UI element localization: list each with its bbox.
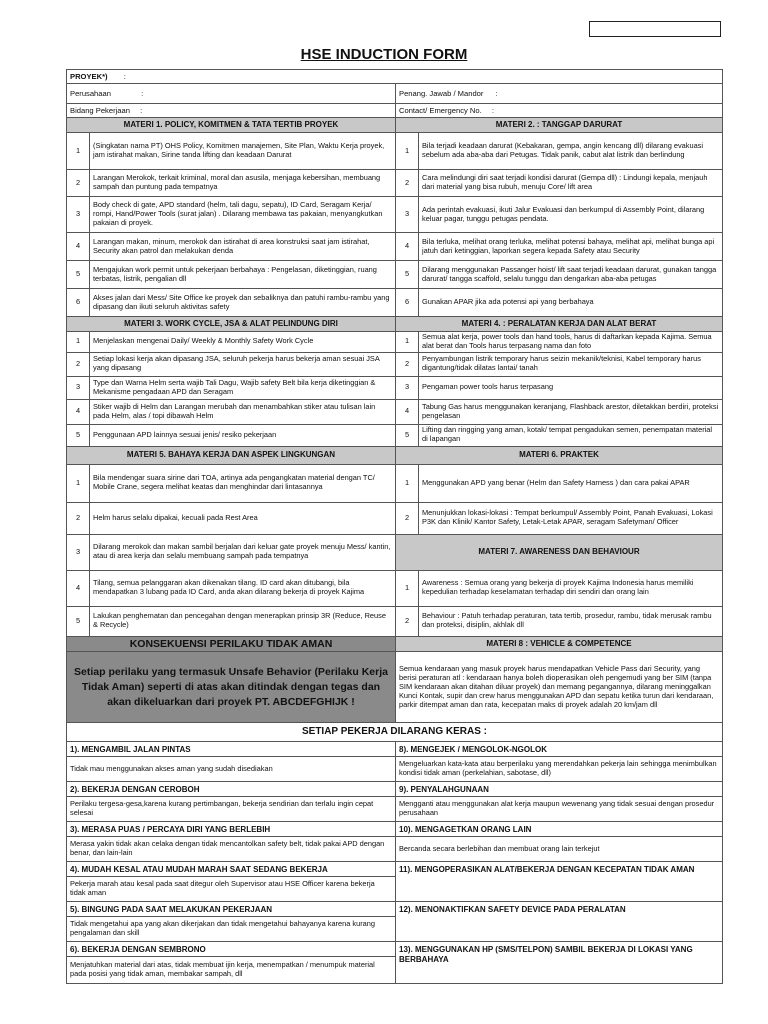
row-text: Cara melindungi diri saat terjadi kondisi darurat (Gempa dll) : Lindungi kepala, menjauh dari material yang bisa rubuh, menuju Core/ lift area: [419, 170, 723, 197]
form-title: HSE INDUCTION FORM: [300, 46, 468, 63]
larangan-item-desc: Tidak mengetahui apa yang akan dikerjakan dan tidak mengetahui bahayanya karena kurang pengalaman dan skill: [67, 917, 396, 942]
row-text: Larangan Merokok, terkait kriminal, moral dan asusila, menjaga kebersihan, membuang sampah dan puntung pada tempatnya: [90, 170, 396, 197]
contact-colon: :: [491, 105, 494, 115]
row-number: 1: [396, 464, 419, 502]
section1-header: [67, 118, 723, 133]
table-row: [67, 261, 723, 289]
table-row: [67, 197, 723, 233]
section2-header: [67, 317, 723, 332]
table-row: [67, 233, 723, 261]
table-row: [67, 352, 723, 376]
row-text: Tabung Gas harus menggunakan keranjang, Flashback arestor, diletakkan berdiri, proteksi pengelasan: [419, 399, 723, 424]
row-text: Bila terjadi keadaan darurat (Kebakaran, gempa, angin kencang dll) dilarang evakuasi sebelum ada aba-aba dari Petugas. Tidak panik, cabut alat listrik dan berlindung: [419, 133, 723, 170]
row-number: 1: [396, 332, 419, 353]
larangan-item-desc: Mengeluarkan kata-kata atau berperilaku yang merendahkan pekerja lain sehingga menimbulkan kondisi tidak aman (perkelahian, sabotase, dll): [396, 757, 723, 782]
row-text: Helm harus selalu dipakai, kecuali pada Rest Area: [90, 502, 396, 534]
table-row: [67, 464, 723, 502]
row-number: 6: [67, 289, 90, 317]
larangan-header-row: [67, 723, 723, 742]
row-number: 2: [396, 606, 419, 636]
materi7-title: MATERI 7. AWARENESS DAN BEHAVIOUR: [396, 534, 723, 570]
row-text: (Singkatan nama PT) OHS Policy, Komitmen manajemen, Site Plan, Waktu Kerja proyek, jam istirahat makan, Sirine tanda lifting dan keadaan Darurat: [90, 133, 396, 170]
row-number: 3: [67, 534, 90, 570]
larangan-desc-row: [67, 757, 723, 782]
row-text: Lifting dan ringging yang aman, kotak/ tempat pengadukan semen, penempatan material di lapangan: [419, 424, 723, 446]
table-row: [67, 570, 723, 606]
penang-field[interactable]: [396, 84, 723, 104]
larangan-item-desc: Bercanda secara berlebihan dan membuat orang lain terkejut: [396, 837, 723, 862]
larangan-item-title: 1). MENGAMBIL JALAN PINTAS: [67, 742, 396, 757]
row-text: Dilarang menggunakan Passanger hoist/ lift saat terjadi keadaan darurat, gunakan tangga darurat/ tangga scaffold, selalu tunggu dan dengarkan aba-aba petugas: [419, 261, 723, 289]
row-number: 1: [67, 464, 90, 502]
table-row: [67, 502, 723, 534]
info-row-proyek: [67, 70, 723, 84]
row-number: 3: [396, 197, 419, 233]
larangan-item-title: 9). PENYALAHGUNAAN: [396, 782, 723, 797]
larangan-item-title: 12). MENONAKTIFKAN SAFETY DEVICE PADA PERALATAN: [396, 902, 723, 942]
larangan-item-desc: Tidak mau menggunakan akses aman yang sudah disediakan: [67, 757, 396, 782]
larangan-item-desc: Perilaku tergesa-gesa,karena kurang pertimbangan, bekerja sendirian dan terlalu ingin cepat selesai: [67, 797, 396, 822]
larangan-title-row: [67, 782, 723, 797]
table-row: [67, 170, 723, 197]
konsekuensi-row: [67, 652, 723, 723]
row-number: 1: [67, 332, 90, 353]
proyek-colon: :: [123, 71, 126, 81]
row-text: Behaviour : Patuh terhadap peraturan, tata tertib, prosedur, rambu, tidak merusak rambu dan proteksi, disiplin, akhlak dll: [419, 606, 723, 636]
table-row: [67, 534, 723, 570]
konsekuensi-title: KONSEKUENSI PERILAKU TIDAK AMAN: [67, 636, 396, 652]
row-text: Menjelaskan mengenai Daily/ Weekly & Monthly Safety Work Cycle: [90, 332, 396, 353]
row-text: Semua alat kerja, power tools dan hand tools, harus di daftarkan kepada Kajima. Semua alat berat dan Tools harus terpasang nama dan foto: [419, 332, 723, 353]
row-number: 5: [67, 261, 90, 289]
table-row: [67, 606, 723, 636]
perusahaan-field[interactable]: [67, 84, 396, 104]
form-number-box: [589, 21, 721, 37]
table-row: [67, 289, 723, 317]
larangan-item-desc: Menjatuhkan material dari atas, tidak membuat ijin kerja, menempatkan / menumpuk material pada posisi yang tidak aman, membakar sampah, dll: [67, 957, 396, 984]
row-text: Stiker wajib di Helm dan Larangan merubah dan menambahkan stiker atau tulisan lain pada Helm, alas / topi dibawah Helm: [90, 399, 396, 424]
row-number: 1: [396, 570, 419, 606]
hse-form-table: [66, 69, 723, 984]
row-text: Setiap lokasi kerja akan dipasang JSA, seluruh pekerja harus bekerja aman sesuai JSA yang dipasang: [90, 352, 396, 376]
row-text: Bila mendengar suara sirine dari TOA, artinya ada pengangkatan material dengan TC/ Mobile Crane, segera melihat keatas dan menghindar dari lintasannya: [90, 464, 396, 502]
materi8-title: MATERI 8 : VEHICLE & COMPETENCE: [396, 636, 723, 652]
row-number: 6: [396, 289, 419, 317]
row-number: 5: [396, 424, 419, 446]
row-text: Akses jalan dari Mess/ Site Office ke proyek dan sebaliknya dan patuhi rambu-rambu yang dipasang dan ikuti seluruh aktivitas safety: [90, 289, 396, 317]
larangan-item-title: 13). MENGGUNAKAN HP (SMS/TELPON) SAMBIL BEKERJA DI LOKASI YANG BERBAHAYA: [396, 942, 723, 984]
row-text: Gunakan APAR jika ada potensi api yang berbahaya: [419, 289, 723, 317]
larangan-title-row: [67, 862, 723, 877]
bidang-colon: :: [140, 105, 143, 115]
row-text: Body check di gate, APD standard (helm, tali dagu, sepatu), ID Card, Seragam Kerja/ rompi, Hand/Power Tools (surat jalan) . Dilarang membawa tas pakaian, menyangkutkan pakaian di proyek.: [90, 197, 396, 233]
larangan-item-desc: Pekerja marah atau kesal pada saat ditegur oleh Supervisor atau HSE Officer karena bekerja tidak aman: [67, 877, 396, 902]
table-row: [67, 332, 723, 353]
row-text: Ada perintah evakuasi, ikuti Jalur Evakuasi dan berkumpul di Assembly Point, dilarang keluar pagar, tunggu petugas pendata.: [419, 197, 723, 233]
row-number: 1: [67, 133, 90, 170]
contact-field[interactable]: [396, 104, 723, 118]
larangan-desc-row: [67, 837, 723, 862]
table-row: [67, 376, 723, 399]
row-number: 2: [67, 502, 90, 534]
row-text: Penyambungan listrik temporary harus seizin mekanik/teknisi, Kabel temporary harus digantung/tidak dilatas lantai/ tanah: [419, 352, 723, 376]
larangan-item-desc: Merasa yakin tidak akan celaka dengan tidak mencantolkan safety belt, tidak pakai APD dengan benar, dan lain-lain: [67, 837, 396, 862]
row-number: 3: [67, 376, 90, 399]
larangan-item-title: 4). MUDAH KESAL ATAU MUDAH MARAH SAAT SEDANG BEKERJA: [67, 862, 396, 877]
section3-header: [67, 446, 723, 464]
row-text: Mengajukan work permit untuk pekerjaan berbahaya : Pengelasan, diketinggian, ruang terbatas, listrik, pengalian dll: [90, 261, 396, 289]
larangan-title-row: [67, 742, 723, 757]
contact-label: Contact/ Emergency No.: [399, 105, 482, 115]
materi3-title: MATERI 3. WORK CYCLE, JSA & ALAT PELINDUNG DIRI: [67, 317, 396, 332]
materi1-title: MATERI 1. POLICY, KOMITMEN & TATA TERTIB PROYEK: [67, 118, 396, 133]
materi6-title: MATERI 6. PRAKTEK: [396, 446, 723, 464]
larangan-item-title: 5). BINGUNG PADA SAAT MELAKUKAN PEKERJAAN: [67, 902, 396, 917]
bidang-field[interactable]: [67, 104, 396, 118]
larangan-title-row: [67, 902, 723, 917]
row-text: Penggunaan APD lainnya sesuai jenis/ resiko pekerjaan: [90, 424, 396, 446]
row-text: Dilarang merokok dan makan sambil berjalan dari keluar gate proyek menuju Mess/ kantin, atau di area kerja dan selalu membuang sampah pada tempatnya: [90, 534, 396, 570]
larangan-item-desc: Mengganti atau menggunakan alat kerja maupun wewenang yang tidak sesuai dengan prosedur perusahaan: [396, 797, 723, 822]
row-number: 2: [396, 170, 419, 197]
row-text: Pengaman power tools harus terpasang: [419, 376, 723, 399]
row-number: 2: [67, 352, 90, 376]
row-number: 3: [67, 197, 90, 233]
row-text: Bila terluka, melihat orang terluka, melihat potensi bahaya, melihat api, melihat bunga api jatuh dari ketinggian, laporkan segera kepada Safety atau Security: [419, 233, 723, 261]
proyek-field[interactable]: [67, 70, 723, 84]
larangan-item-title: 8). MENGEJEK / MENGOLOK-NGOLOK: [396, 742, 723, 757]
perusahaan-colon: :: [141, 88, 144, 98]
row-number: 4: [67, 399, 90, 424]
row-number: 5: [396, 261, 419, 289]
row-number: 4: [67, 233, 90, 261]
row-number: 5: [67, 424, 90, 446]
larangan-desc-row: [67, 797, 723, 822]
larangan-item-title: 3). MERASA PUAS / PERCAYA DIRI YANG BERLEBIH: [67, 822, 396, 837]
larangan-item-title: 6). BEKERJA DENGAN SEMBRONO: [67, 942, 396, 957]
row-number: 2: [396, 502, 419, 534]
larangan-title: SETIAP PEKERJA DILARANG KERAS :: [67, 723, 723, 742]
materi4-title: MATERI 4. : PERALATAN KERJA DAN ALAT BERAT: [396, 317, 723, 332]
penang-label: Penang. Jawab / Mandor: [399, 88, 484, 98]
konsekuensi-header-row: [67, 636, 723, 652]
row-number: 5: [67, 606, 90, 636]
row-number: 4: [396, 399, 419, 424]
row-text: Larangan makan, minum, merokok dan istirahat di area konstruksi saat jam istirahat, Security akan patrol dan melakukan denda: [90, 233, 396, 261]
table-row: [67, 424, 723, 446]
row-text: Lakukan penghematan dan pencegahan dengan menerapkan prinsip 3R (Reduce, Reuse & Recycle): [90, 606, 396, 636]
larangan-item-title: 11). MENGOPERASIKAN ALAT/BEKERJA DENGAN KECEPATAN TIDAK AMAN: [396, 862, 723, 902]
info-row-bidang: [67, 104, 723, 118]
materi8-text: Semua kendaraan yang masuk proyek harus mendapatkan Vehicle Pass dari Security, yang berisi peraturan atl : kendaraan hanya boleh dioperasikan oleh pengemudi yang ber SIM (tanpa SIM kendaraan akan ditahan diluar proyek) dan memang pegangannya, dilarang meninggalkan Kunci Kontak, supir dan crew harus menggunakan APD dan sepatu ketika turun dari kendaraan, parkir ditempat aman dan rata, kecepatan maks di proyek adalah 20 km/jam dll: [396, 652, 723, 723]
row-number: 2: [67, 170, 90, 197]
penang-colon: :: [495, 88, 498, 98]
row-text: Awareness : Semua orang yang bekerja di proyek Kajima Indonesia harus memiliki kepedulian terhadap keselamatan terhadap diri sendiri dan orang lain: [419, 570, 723, 606]
bidang-label: Bidang Pekerjaan: [70, 105, 130, 115]
row-text: Menunjukkan lokasi-lokasi : Tempat berkumpul/ Assembly Point, Panah Evakuasi, Lokasi P3K dan Klinik/ Kantor Safety, Letak-Letak APAR, seragam Safetyman/ Officer: [419, 502, 723, 534]
row-text: Tilang, semua pelanggaran akan dikenakan tilang. ID card akan ditubangi, bila mendapatkan 3 lubang pada ID Card, anda akan dilarang bekerja di proyek Kajima: [90, 570, 396, 606]
table-row: [67, 399, 723, 424]
larangan-item-title: 10). MENGAGETKAN ORANG LAIN: [396, 822, 723, 837]
materi2-title: MATERI 2. : TANGGAP DARURAT: [396, 118, 723, 133]
perusahaan-label: Perusahaan: [70, 88, 111, 98]
materi5-title: MATERI 5. BAHAYA KERJA DAN ASPEK LINGKUNGAN: [67, 446, 396, 464]
larangan-item-title: 2). BEKERJA DENGAN CEROBOH: [67, 782, 396, 797]
table-row: [67, 133, 723, 170]
larangan-title-row: [67, 822, 723, 837]
row-number: 4: [67, 570, 90, 606]
row-number: 3: [396, 376, 419, 399]
proyek-label: PROYEK*): [70, 71, 108, 81]
info-row-perusahaan: [67, 84, 723, 104]
row-number: 4: [396, 233, 419, 261]
larangan-title-row: [67, 942, 723, 957]
row-number: 2: [396, 352, 419, 376]
konsekuensi-text: Setiap perilaku yang termasuk Unsafe Behavior (Perilaku Kerja Tidak Aman) seperti di atas akan ditindak dengan tegas dan akan dikeluarkan dari proyek PT. ABCDEFGHIJK !: [67, 652, 396, 723]
row-text: Menggunakan APD yang benar (Helm dan Safety Harness ) dan cara pakai APAR: [419, 464, 723, 502]
row-number: 1: [396, 133, 419, 170]
row-text: Type dan Warna Helm serta wajib Tali Dagu, Wajib safety Belt bila kerja diketinggian & Mekanisme pengadaan APD dan Seragam: [90, 376, 396, 399]
